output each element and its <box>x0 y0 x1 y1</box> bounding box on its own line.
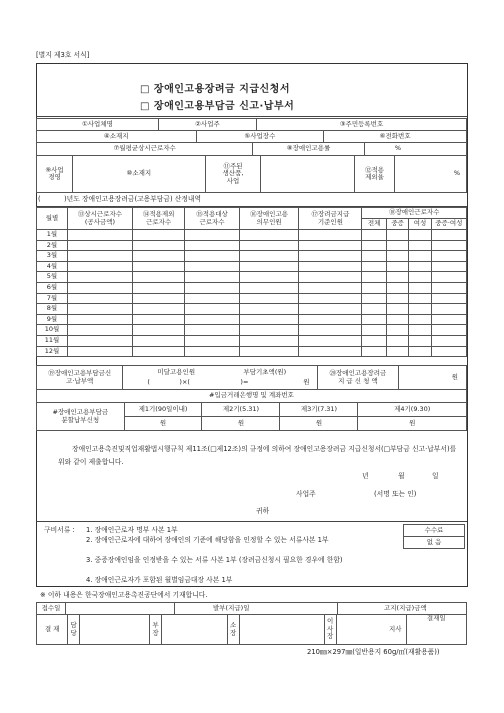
title-levy-report: □ 장애인고용부담금 신고·납부서 <box>140 101 295 112</box>
fee-label: 수수료 <box>404 525 465 537</box>
subheader-female: 여성 <box>409 219 431 230</box>
month-label: 2월 <box>37 240 68 251</box>
label-bank-account: #입금거래은행명 및 계좌번호 <box>37 390 467 403</box>
header-grant-baseline: ⑰장려금지급 기준인원 <box>299 208 362 230</box>
period-4: 제4기(9.30) <box>358 403 467 417</box>
header-regular-workers: ⑬상시근로자수 (공사금액) <box>67 208 132 230</box>
recipient: 귀하 <box>256 507 270 515</box>
header-month: 월별 <box>37 208 68 230</box>
month-label: 5월 <box>37 272 68 283</box>
month-label: 1월 <box>37 230 68 241</box>
label-issued: 발부(지급)일 <box>175 603 338 615</box>
year-line-label: )년도 장애인고용장려금(고용부담금) 산정내역 <box>64 195 202 203</box>
month-label: 11월 <box>37 335 68 346</box>
label-employer: ②사업주 <box>158 119 256 131</box>
label-resident-no: ③주민등록번호 <box>256 119 466 131</box>
label-manager: 부 장 <box>150 615 162 645</box>
month-label: 12월 <box>37 346 68 357</box>
percent-sign: % <box>364 143 466 156</box>
label-levy-amount: ⑲장애인고용부담금신 고·납부액 <box>37 366 123 390</box>
header-disabled-workers: ⑱장애인근로자수 <box>362 208 467 219</box>
label-address: ④소재지 <box>37 131 197 143</box>
formula-base-amount: 부담기초액(원) <box>243 368 287 376</box>
summary-table <box>36 365 467 390</box>
docs-item-2: 2. 장애인근로자에 대하여 장애인의 기준에 해당함을 인정할 수 있는 서류사본 1부 <box>86 536 329 544</box>
form-number: [별지 제3호 서식] <box>36 51 90 59</box>
label-exclusion-rate: ⑫적용 제외율 <box>355 156 395 193</box>
signature-hint: (서명 또는 인) <box>374 490 417 498</box>
period-1: 제1기(90일이내) <box>124 403 202 417</box>
fee-box <box>403 524 465 549</box>
fee-value: 없 음 <box>404 537 465 549</box>
installment-table <box>36 402 467 431</box>
title-grant-application: □ 장애인고용장려금 지급신청서 <box>140 84 290 95</box>
label-staff: 담 당 <box>68 615 80 645</box>
label-installment: #장애인고용부담금 분할납부신청 <box>37 403 125 431</box>
period-3: 제3기(7.31) <box>280 403 358 417</box>
docs-item-4: 4. 장애인근로자가 포함된 월별임금대장 사본 1부 <box>86 576 233 584</box>
formula-shortfall: 미달고용인원 <box>157 368 196 376</box>
year-open-paren: ( <box>38 195 41 203</box>
label-received: 접수일 <box>37 603 66 615</box>
month-label: 7월 <box>37 293 68 304</box>
label-main-product: ⑪주된 생산품, 사업 <box>205 156 260 193</box>
label-director: 소 장 <box>227 615 239 645</box>
label-site-count: ⑤사업장수 <box>196 131 324 143</box>
header-target-workers: ⑮적용대상 근로자수 <box>185 208 239 230</box>
docs-item-3: 3. 중증장애인임을 인정받을 수 있는 서류 사본 1부 (장려금신청시 필요한 경우에 한함) <box>86 556 343 564</box>
header-excluded-workers: ⑭적용제외 근로자수 <box>133 208 185 230</box>
won-1: 원 <box>124 417 202 431</box>
label-board: 이 사 장 <box>324 615 336 645</box>
subheader-severe-female: 중증·여성 <box>431 219 466 230</box>
monthly-table <box>36 207 467 357</box>
label-avg-workers: ⑦월평균상시근로자수 <box>37 143 253 156</box>
label-amount: 고지(지급)금액 <box>338 603 467 615</box>
docs-label: 구비서류 : <box>44 526 75 534</box>
month-label: 4월 <box>37 261 68 272</box>
label-business: ⑨사업 경영 <box>37 156 73 193</box>
signer-label: 사업주 <box>296 490 316 498</box>
won-2: 원 <box>202 417 280 431</box>
month-label: 8월 <box>37 304 68 315</box>
label-phone: ⑥전화번호 <box>324 131 467 143</box>
label-grant-amount: ⑳장애인고용장려금 지 급 신 청 액 <box>318 366 399 390</box>
office-note: ※ 이하 내용은 한국장애인고용촉진공단에서 기재합니다. <box>40 591 208 599</box>
percent-sign-2: % <box>394 156 466 193</box>
month-label: 3월 <box>37 251 68 262</box>
label-company-name: ①사업체명 <box>37 119 159 131</box>
grant-won: 원 <box>398 366 466 390</box>
month-label: 9월 <box>37 314 68 325</box>
month-label: 6월 <box>37 282 68 293</box>
subheader-total: 전체 <box>362 219 387 230</box>
label-approval: 결 재 <box>37 615 68 645</box>
statement-text: 장애인고용촉진및직업재활법시행규칙 제11조(□제12조)의 규정에 의하여 장애인고용장려금 지급신청서(□부담금 신고·납부서)를 위와 같이 제출합니다. <box>58 445 457 466</box>
period-2: 제2기(5.31) <box>202 403 280 417</box>
month-label: 10월 <box>37 325 68 336</box>
subheader-severe: 중증 <box>386 219 408 230</box>
levy-formula: 미달고용인원 부담기초액(원) ( )×( )= 원 <box>123 366 318 390</box>
date-year: 년 <box>362 472 369 480</box>
docs-item-1: 1. 장애인근로자 명부 사본 1부 <box>86 526 178 534</box>
won-3: 원 <box>280 417 358 431</box>
header-mandatory-quota: ⑯장애인고용 의무인원 <box>239 208 299 230</box>
date-month: 월 <box>398 472 405 480</box>
won-4: 원 <box>358 417 467 431</box>
label-branch: 지사 <box>336 615 406 645</box>
date-day: 일 <box>432 472 439 480</box>
label-employment-rate: ⑧장애인고용률 <box>253 143 365 156</box>
paper-size-footer: 210㎜×297㎜(일반용지 60g/㎡(재활용품)) <box>307 648 440 656</box>
label-approval-date: 결재일 <box>406 615 466 645</box>
label-business-address: ⑩소재지 <box>73 156 206 193</box>
